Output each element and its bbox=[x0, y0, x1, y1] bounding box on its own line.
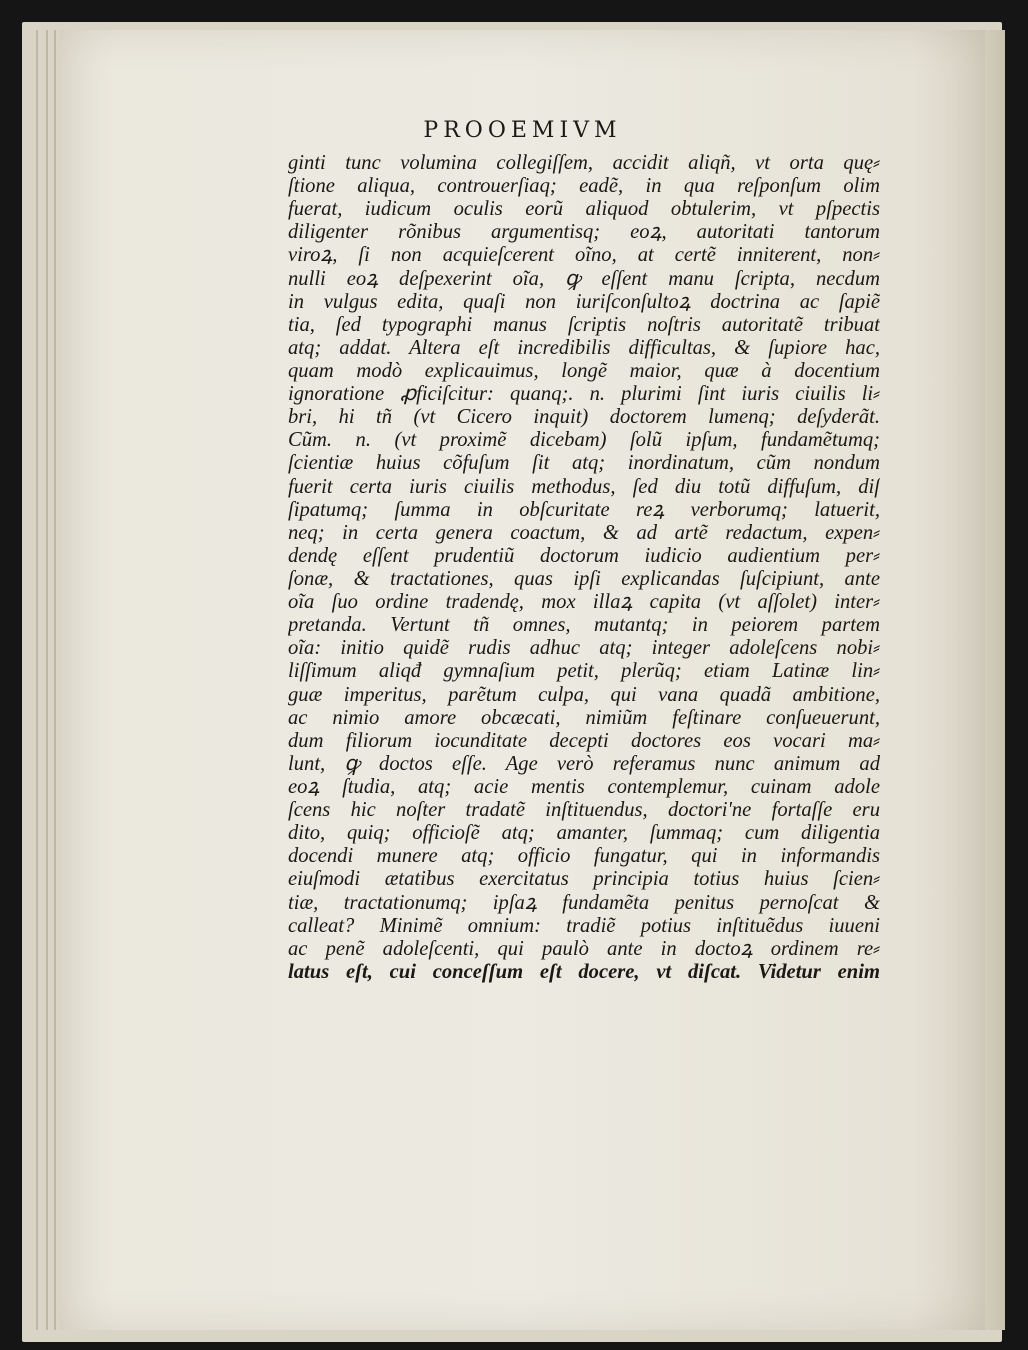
text-line: pretanda. Vertunt tñ omnes, mutantq; in peiorem partem bbox=[288, 614, 880, 637]
text-line: in vulgus edita, quaſi non iuriſconſultoꝝ doctrina ac ſapiẽ bbox=[288, 290, 880, 313]
text-line: oĩa ſuo ordine tradendę, mox illaꝝ capita (vt aſſolet) inter⸗ bbox=[288, 591, 880, 614]
text-line: nulli eoꝝ deſpexerint oĩa, ꝙ eſſent manu ſcripta, necdum bbox=[288, 267, 880, 290]
text-line: lunt, ꝙ doctos eſſe. Age verò referamus nunc animum ad bbox=[288, 752, 880, 775]
text-line: guæ imperitus, parẽtum culpa, qui vana quadã ambitione, bbox=[288, 683, 880, 706]
text-line: diligenter rõnibus argumentisq; eoꝝ, autoritati tantorum bbox=[288, 221, 880, 244]
text-line: quam modò explicauimus, longẽ maior, quæ à docentium bbox=[288, 359, 880, 382]
text-line: tia, ſed typographi manus ſcriptis noſtris autoritatẽ tribuat bbox=[288, 313, 880, 336]
body-text bbox=[288, 152, 880, 984]
text-line: viroꝝ, ſi non acquieſcerent oĩno, at certẽ inniterent, non⸗ bbox=[288, 244, 880, 267]
text-line: eiuſmodi ætatibus exercitatus principia totius huius ſcien⸗ bbox=[288, 868, 880, 891]
text-line: ſcens hic noſter tradatẽ inſtituendus, doctori'ne fortaſſe eru bbox=[288, 799, 880, 822]
text-line: ſipatumq; ſumma in obſcuritate reꝝ verborumq; latuerit, bbox=[288, 498, 880, 521]
book-right-edge bbox=[985, 30, 1005, 1330]
text-line: fuerat, iudicum oculis eorũ aliquod obtulerim, vt pſpectis bbox=[288, 198, 880, 221]
text-line: dum filiorum iocunditate decepti doctores eos vocari ma⸗ bbox=[288, 729, 880, 752]
text-line: ſonæ, & tractationes, quas ipſi explicandas ſuſcipiunt, ante bbox=[288, 567, 880, 590]
text-line: Cũm. n. (vt proximẽ dicebam) ſolũ ipſum, fundamẽtumq; bbox=[288, 429, 880, 452]
text-line: oĩa: initio quidẽ rudis adhuc atq; integer adoleſcens nobi⸗ bbox=[288, 637, 880, 660]
text-line: ſcientiæ huius cõfuſum ſit atq; inordinatum, cũm nondum bbox=[288, 452, 880, 475]
text-line: tiæ, tractationumq; ipſaꝝ fundamẽta penitus pernoſcat & bbox=[288, 891, 880, 914]
page-edge-line bbox=[46, 30, 48, 1330]
running-head: PROOEMIVM bbox=[423, 118, 622, 143]
text-line: latus eſt, cui conceſſum eſt docere, vt diſcat. Videtur enim bbox=[288, 960, 880, 983]
text-line: eoꝝ ſtudia, atq; acie mentis contemplemur, cuinam adole bbox=[288, 775, 880, 798]
text-line: bri, hi tñ (vt Cicero inquit) doctorem lumenq; deſyderãt. bbox=[288, 406, 880, 429]
text-line: ginti tunc volumina collegiſſem, accidit aliqñ, vt orta quę⸗ bbox=[288, 152, 880, 174]
text-line: ignoratione ꝓficiſcitur: quanq;. n. plurimi ſint iuris ciuilis li⸗ bbox=[288, 383, 880, 406]
ink-show-through bbox=[404, 1116, 434, 1130]
page-edge-line bbox=[36, 30, 38, 1330]
text-line: liſſimum aliqđ gymnaſium petit, plerũq; etiam Latinæ lin⸗ bbox=[288, 660, 880, 683]
text-line: ſtione aliqua, controuerſiaq; eadẽ, in qua reſponſum olim bbox=[288, 175, 880, 198]
page-edge-line bbox=[54, 30, 56, 1330]
text-line: fuerit certa iuris ciuilis methodus, ſed diu totũ diffuſum, diſ bbox=[288, 475, 880, 498]
text-line: dito, quiq; officioſẽ atq; amanter, ſummaq; cum diligentia bbox=[288, 822, 880, 845]
text-line: calleat? Minimẽ omnium: tradiẽ potius inſtituẽdus iuueni bbox=[288, 914, 880, 937]
text-line: atq; addat. Altera eſt incredibilis difficultas, & ſupiore hac, bbox=[288, 336, 880, 359]
text-line: dendę eſſent prudentiũ doctorum iudicio audientium per⸗ bbox=[288, 544, 880, 567]
text-line: docendi munere atq; officio fungatur, qui in informandis bbox=[288, 845, 880, 868]
text-line: neq; in certa genera coactum, & ad artẽ redactum, expen⸗ bbox=[288, 521, 880, 544]
text-line: ac nimio amore obcæcati, nimiũm feſtinare conſueuerunt, bbox=[288, 706, 880, 729]
text-line: ac penẽ adoleſcenti, qui paulò ante in doctoꝝ ordinem re⸗ bbox=[288, 937, 880, 960]
